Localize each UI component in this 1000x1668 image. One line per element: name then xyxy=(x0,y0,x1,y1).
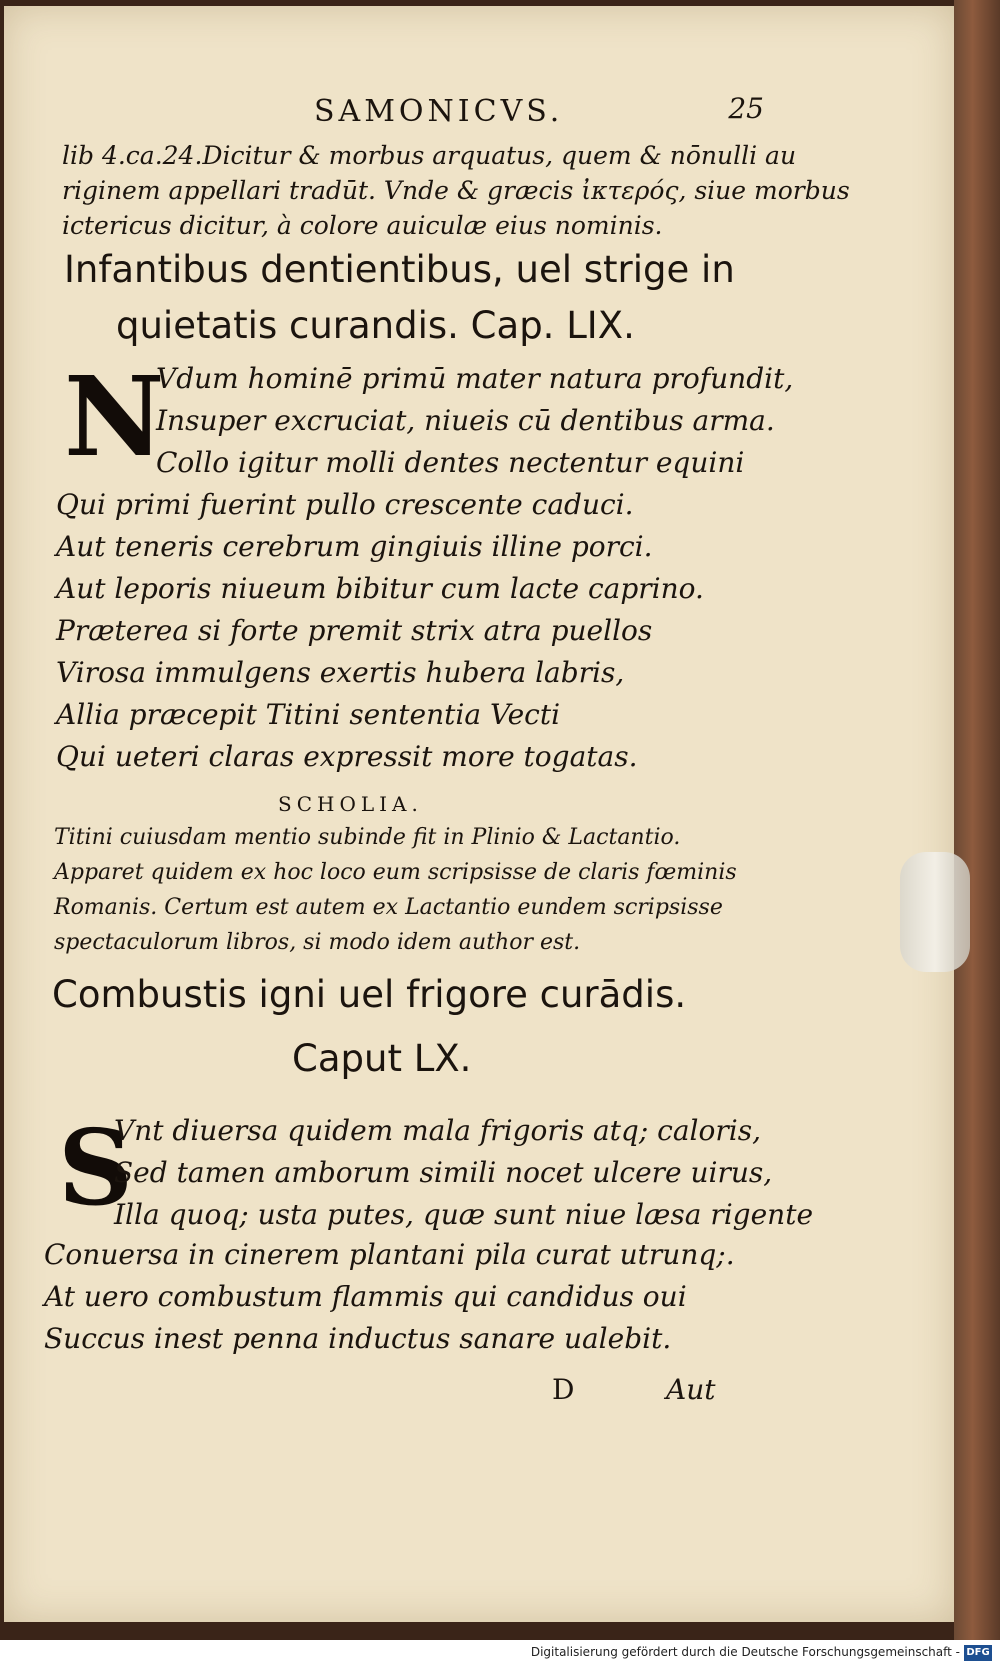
verse-line: Conuersa in cinerem plantani pila curat utrunq;. xyxy=(44,1238,735,1271)
running-title: SAMONICVS. xyxy=(314,94,564,129)
dropcap-s: S xyxy=(58,1106,134,1229)
verse-line: Sed tamen amborum simili nocet ulcere uirus, xyxy=(114,1156,773,1189)
page-header xyxy=(54,92,764,142)
verse-line: Qui primi fuerint pullo crescente caduci. xyxy=(56,488,634,521)
chapter-heading-line: Combustis igni uel frigore curādis. xyxy=(52,973,687,1016)
page-number: 25 xyxy=(728,92,764,125)
scholia-text xyxy=(54,820,737,960)
verse-line: Succus inest penna inductus sanare ualebit. xyxy=(44,1322,672,1355)
text-line: lib 4.ca.24.Dicitur & morbus arquatus, quem & nōnulli au xyxy=(62,141,797,170)
verse-line: Virosa immulgens exertis hubera labris, xyxy=(56,656,625,689)
chapter-heading-line: quietatis curandis. Cap. LIX. xyxy=(116,304,635,347)
text-line: ictericus dicitur, à colore auiculæ eius nominis. xyxy=(62,211,663,240)
chapter-60-heading xyxy=(52,966,686,1088)
chapter-59-verse-indented xyxy=(156,358,793,484)
footer-bar xyxy=(0,1640,1000,1668)
intro-paragraph xyxy=(62,138,850,243)
book-binding-edge xyxy=(954,0,1000,1640)
verse-line: Illa quoq; usta putes, quæ sunt niue læsa rigente xyxy=(114,1198,814,1231)
verse-line: Præterea si forte premit strix atra puellos xyxy=(56,614,653,647)
verse-line: Vnt diuersa quidem mala frigoris atq; caloris, xyxy=(114,1114,761,1147)
page-clip xyxy=(900,852,970,972)
chapter-60-verse-indented xyxy=(114,1110,813,1236)
catchword: Aut xyxy=(666,1373,716,1406)
funding-credit: Digitalisierung gefördert durch die Deutsche Forschungsgemeinschaft - xyxy=(530,1645,960,1659)
verse-line: Insuper excruciat, niueis cū dentibus arma. xyxy=(156,404,775,437)
book-page xyxy=(4,6,954,1622)
text-line: riginem appellari tradūt. Vnde & græcis ἰκτερός, siue morbus xyxy=(62,176,850,205)
verse-line: Allia præcepit Titini sententia Vecti xyxy=(56,698,561,731)
verse-line: At uero combustum flammis qui candidus oui xyxy=(44,1280,687,1313)
verse-line: Aut leporis niueum bibitur cum lacte caprino. xyxy=(56,572,704,605)
scholia-line: spectaculorum libros, si modo idem author est. xyxy=(54,930,581,955)
chapter-59-heading xyxy=(64,242,735,354)
verse-line: Vdum hominē primū mater natura profundit, xyxy=(156,362,794,395)
scholia-label: SCHOLIA. xyxy=(278,792,423,816)
scholia-line: Romanis. Certum est autem ex Lactantio eundem scripsisse xyxy=(54,895,723,920)
chapter-59-verse xyxy=(56,484,704,778)
chapter-heading-line: Caput LX. xyxy=(292,1037,472,1080)
chapter-heading-line: Infantibus dentientibus, uel strige in xyxy=(64,248,735,291)
verse-line: Collo igitur molli dentes nectentur equini xyxy=(156,446,745,479)
scholia-line: Titini cuiusdam mentio subinde fit in Plinio & Lactantio. xyxy=(54,825,681,850)
dfg-logo-icon: DFG xyxy=(964,1645,992,1661)
dropcap-n: N xyxy=(64,352,165,481)
signature-mark: D xyxy=(552,1373,575,1406)
verse-line: Qui ueteri claras expressit more togatas. xyxy=(56,740,638,773)
verse-line: Aut teneris cerebrum gingiuis illine porci. xyxy=(56,530,653,563)
chapter-60-verse xyxy=(44,1234,735,1360)
scholia-line: Apparet quidem ex hoc loco eum scripsisse de claris fœminis xyxy=(54,860,737,885)
